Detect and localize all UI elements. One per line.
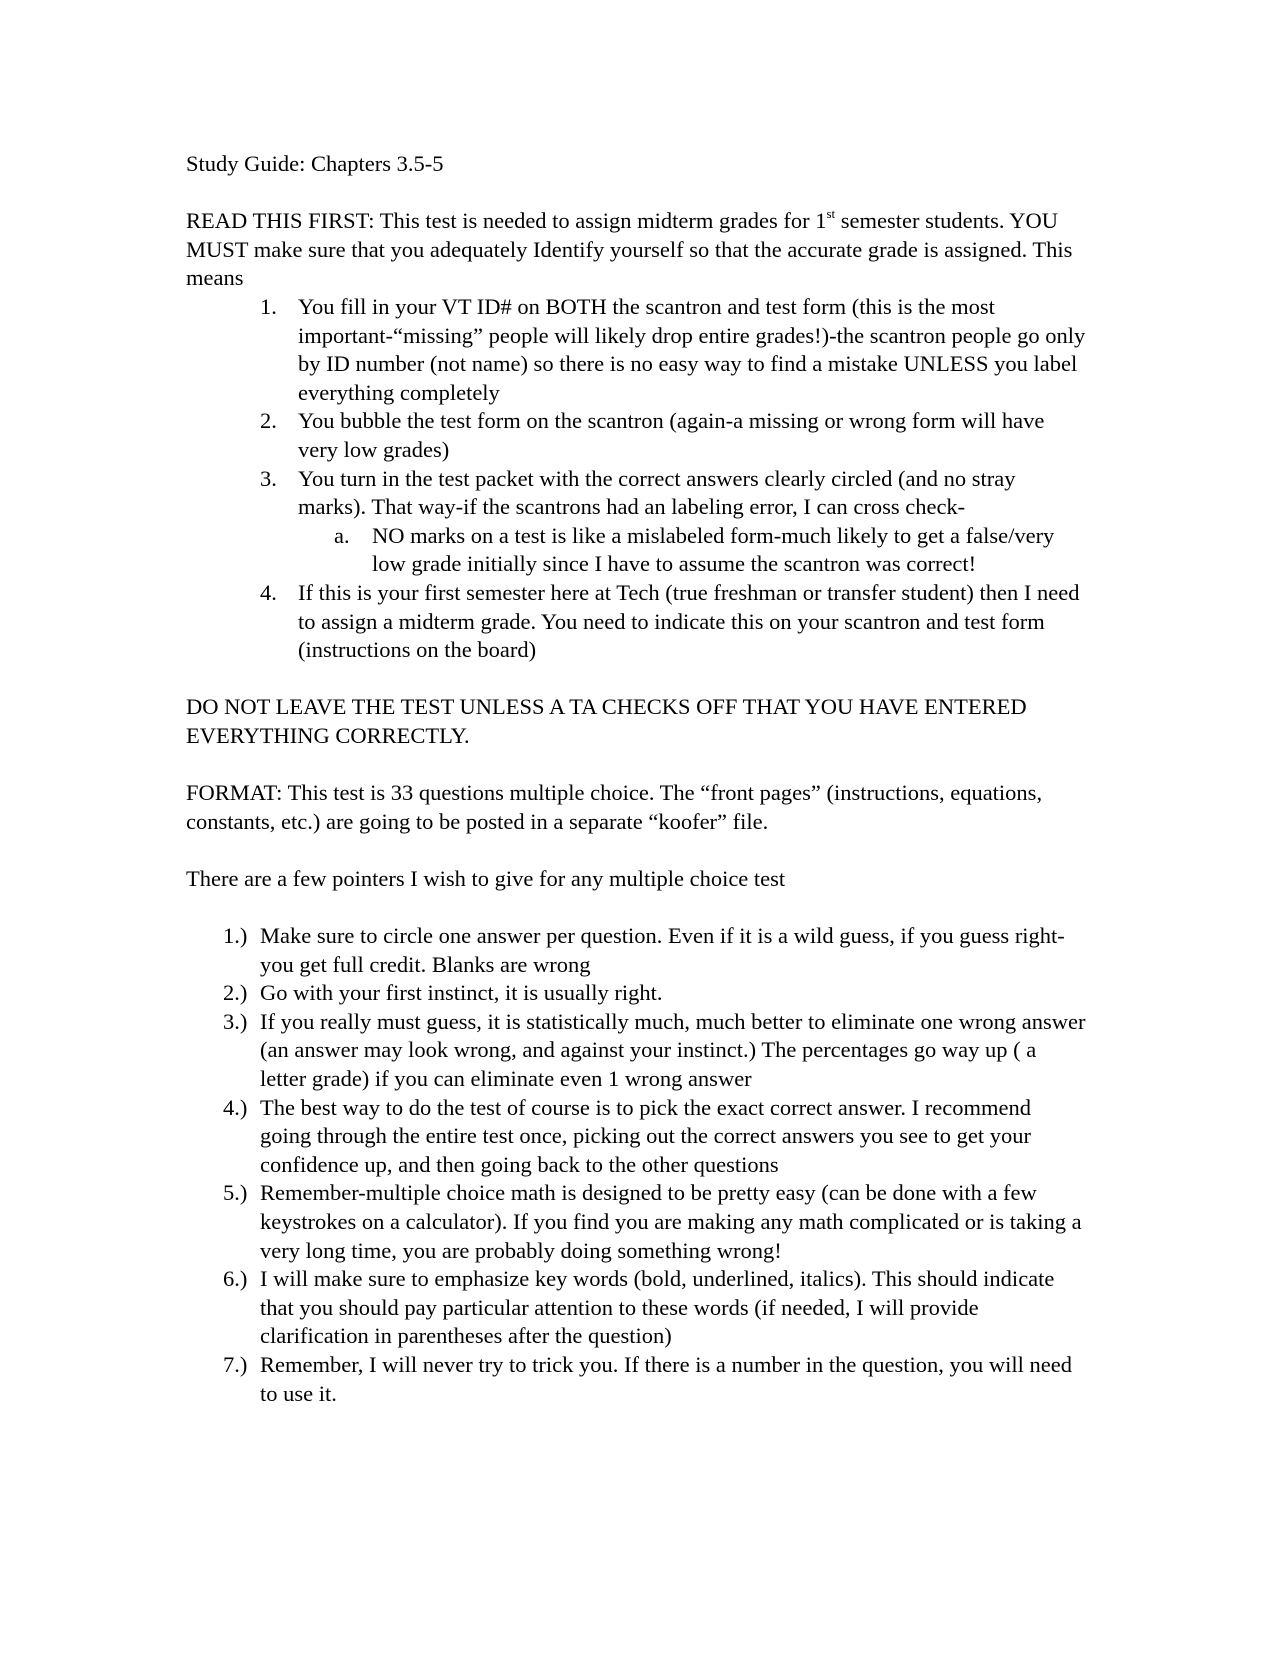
list-item (186, 1179, 1086, 1265)
list-item (186, 1351, 1086, 1408)
pointers-list (186, 922, 1086, 1408)
list-number: 3. (260, 465, 277, 491)
list-item (186, 1265, 1086, 1351)
list-number: 1.) (223, 923, 248, 949)
document-body (186, 150, 1086, 1408)
intro-text-2: semester students. YOU MUST make sure that you adequately Identify yourself so that the accurate grade is assigned. This means (186, 208, 1073, 291)
intro-paragraph (186, 207, 1086, 293)
warning-paragraph: DO NOT LEAVE THE TEST UNLESS A TA CHECKS OFF THAT YOU HAVE ENTERED EVERYTHING CORRECTLY. (186, 694, 1027, 748)
list-number: 5.) (223, 1180, 248, 1206)
list-item-text: NO marks on a test is like a mislabeled form-much likely to get a false/very low grade initially since I have to assume the scantron was correct! (372, 522, 1055, 577)
list-item-text: Remember-multiple choice math is designed to be pretty easy (can be done with a few keystrokes on a calculator). If you find you are making any math complicated or is taking a very long time, you are probably doing something wrong! (260, 1180, 1082, 1263)
intro-text-1: READ THIS FIRST: This test is needed to assign midterm grades for 1 (186, 208, 827, 234)
list-item-text: The best way to do the test of course is to pick the exact correct answer. I recommend going through the entire test once, picking out the correct answers you see to get your confidence up, and then going back to the other questions (260, 1094, 1032, 1177)
list-number: 7.) (223, 1351, 248, 1377)
list-item-text: I will make sure to emphasize key words (bold, underlined, italics). This should indicate that you should pay particular attention to these words (if needed, I will provide clarification in parentheses after the question) (260, 1266, 1055, 1349)
spacer (186, 893, 1086, 922)
list-number: 4.) (223, 1094, 248, 1120)
list-number: 2.) (223, 980, 248, 1006)
list-item-text: If this is your first semester here at Tech (true freshman or transfer student) then I need to assign a midterm grade. You need to indicate this on your scantron and test form (instructions on the board) (298, 579, 1080, 663)
page-title: Study Guide: Chapters 3.5-5 (186, 151, 444, 176)
spacer (186, 836, 1086, 865)
list-item (186, 922, 1086, 979)
list-item (186, 579, 1086, 665)
pointers-intro: There are a few pointers I wish to give for any multiple choice test (186, 865, 786, 891)
list-number: a. (334, 522, 350, 548)
list-item (186, 465, 1086, 522)
list-item-text: Go with your first instinct, it is usually right. (260, 980, 663, 1006)
list-item (186, 979, 1086, 1008)
list-number: 6.) (223, 1266, 248, 1292)
list-item-text: You bubble the test form on the scantron (again-a missing or wrong form will have very low grades) (298, 408, 1045, 462)
list-item (186, 522, 1086, 579)
list-item (186, 407, 1086, 464)
list-item-text: If you really must guess, it is statistically much, much better to eliminate one wrong answer (an answer may look wrong, and against your instinct.) The percentages go way up ( a letter grade) if you can eliminate even 1 wrong answer (260, 1008, 1086, 1091)
list-item (186, 293, 1086, 407)
instruction-list (186, 293, 1086, 522)
format-paragraph: FORMAT: This test is 33 questions multiple choice. The “front pages” (instructions, equations, constants, etc.) are going to be posted in a separate “koofer” file. (186, 780, 1043, 834)
list-number: 3.) (223, 1008, 248, 1034)
spacer (186, 665, 1086, 694)
list-item-text: Remember, I will never try to trick you. If there is a number in the question, you will need to use it. (260, 1351, 1073, 1406)
instruction-sublist (186, 522, 1086, 579)
list-item-text: You turn in the test packet with the correct answers clearly circled (and no stray marks). That way-if the scantrons had an labeling error, I can cross check- (298, 465, 1016, 520)
instruction-list-continued (186, 579, 1086, 665)
list-number: 4. (260, 579, 277, 605)
list-number: 1. (260, 293, 277, 319)
list-item (186, 1094, 1086, 1180)
spacer (186, 179, 1086, 208)
spacer (186, 750, 1086, 779)
list-number: 2. (260, 408, 277, 434)
list-item-text: Make sure to circle one answer per question. Even if it is a wild guess, if you guess right-you get full credit. Blanks are wrong (260, 923, 1065, 977)
ordinal-suffix: st (826, 205, 836, 221)
list-item (186, 1008, 1086, 1094)
list-item-text: You fill in your VT ID# on BOTH the scantron and test form (this is the most important-“missing” people will likely drop entire grades!)-the scantron people go only by ID number (not name) so there is no easy way to find a mistake UNLESS you label everything completely (298, 293, 1086, 405)
